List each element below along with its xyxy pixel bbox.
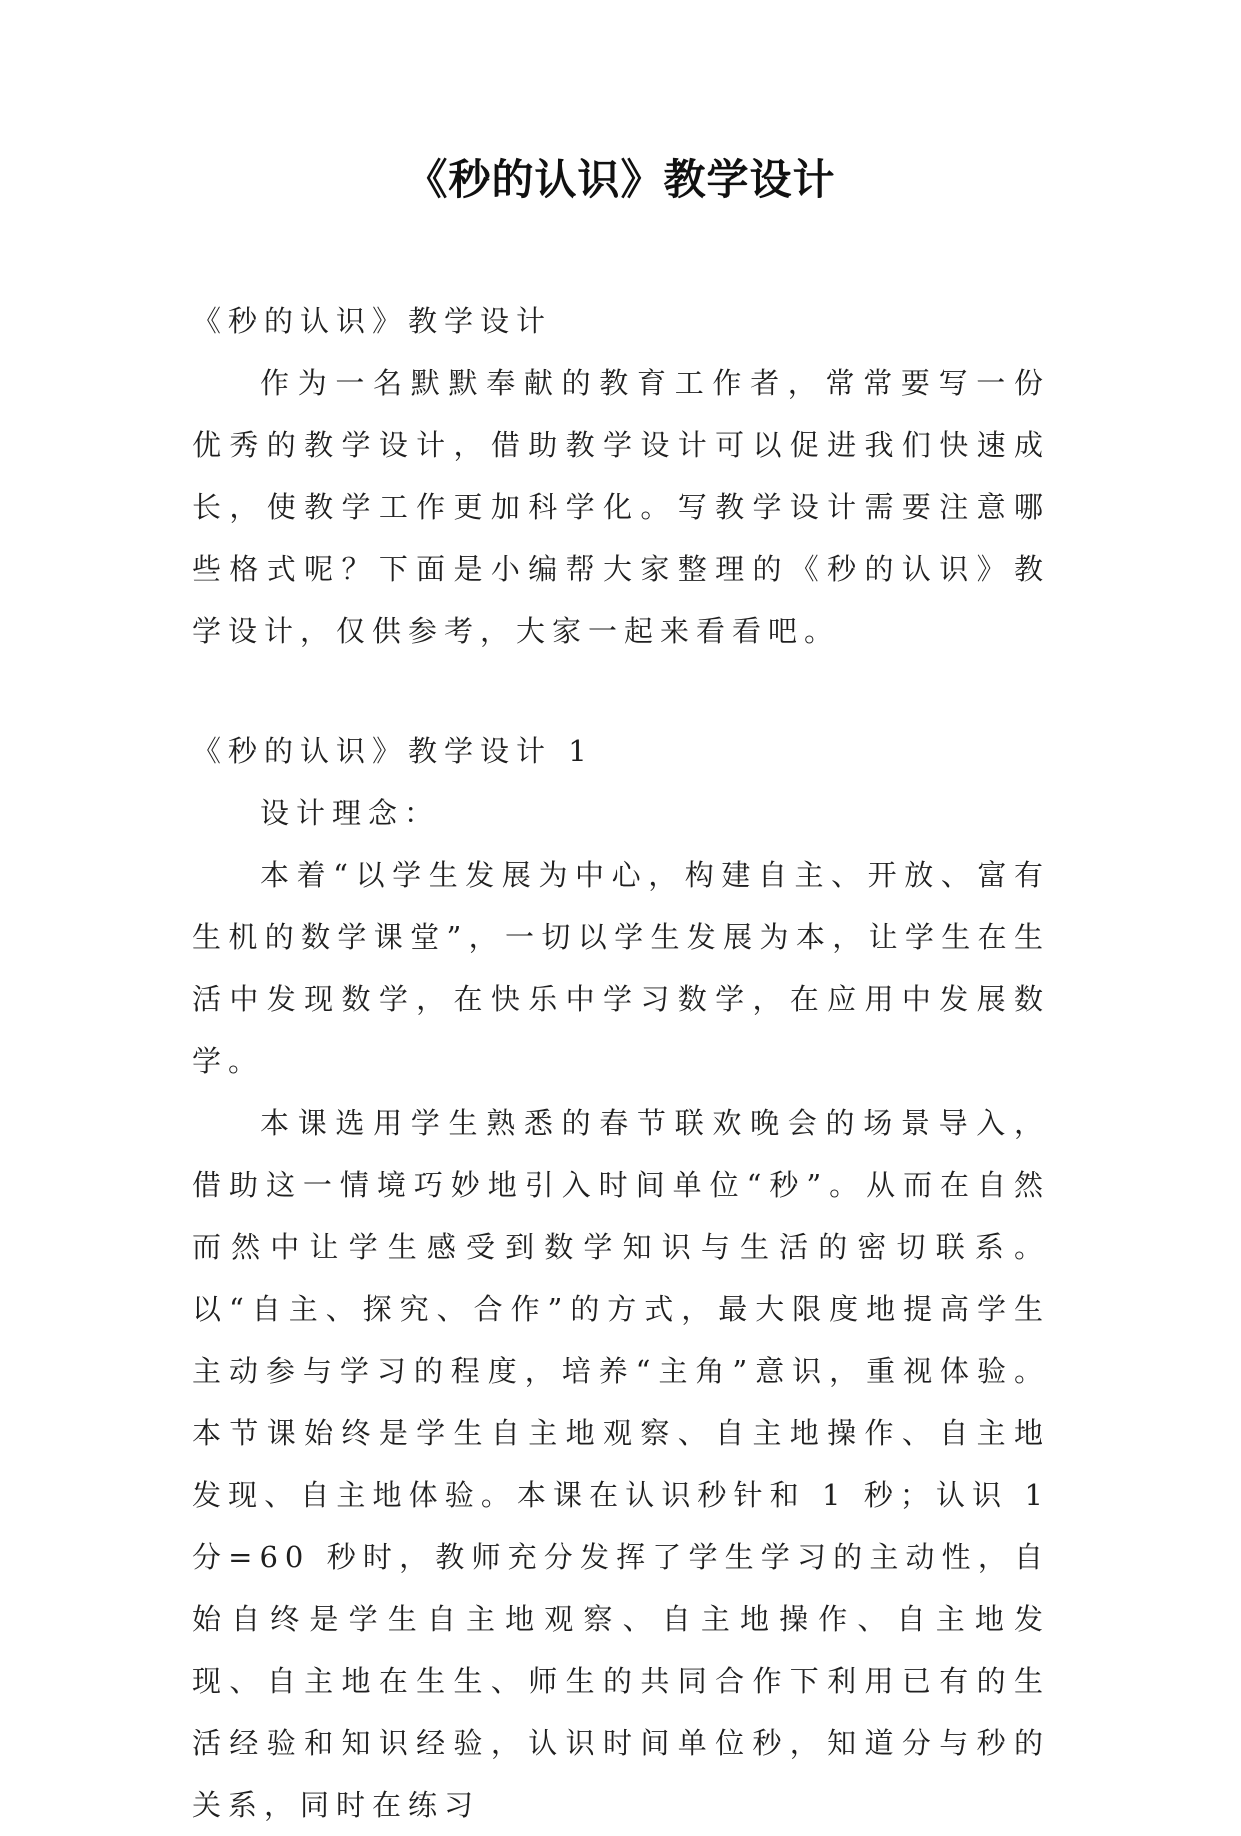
- course-paragraph: 本课选用学生熟悉的春节联欢晚会的场景导入，借助这一情境巧妙地引入时间单位“秒”。从而在自然而然中让学生感受到数学知识与生活的密切联系。以“自主、探究、合作”的方式，最大限度地提高学生主动参与学习的程度，培养“主角”意识，重视体验。本节课始终是学生自主地观察、自主地操作、自主地发现、自主地体验。本课在认识秒针和 1 秒；认识 1 分=60 秒时，教师充分发挥了学生学习的主动性，自始自终是学生自主地观察、自主地操作、自主地发现、自主地在生生、师生的共同合作下利用已有的生活经验和知识经验，认识时间单位秒，知道分与秒的关系，同时在练习: [192, 1106, 1050, 1822]
- section-1-heading: 《秒的认识》教学设计 1: [192, 734, 594, 768]
- design-concept-label: 设计理念：: [260, 796, 441, 830]
- intro-heading: 《秒的认识》教学设计: [192, 304, 553, 338]
- document-title: 《秒的认识》教学设计: [405, 155, 836, 204]
- intro-paragraph: 作为一名默默奉献的教育工作者，常常要写一份优秀的教学设计，借助教学设计可以促进我们快速成长，使教学工作更加科学化。写教学设计需要注意哪些格式呢？下面是小编帮大家整理的《秒的认识》教学设计，仅供参考，大家一起来看看吧。: [192, 366, 1050, 648]
- document-body: [192, 290, 1050, 1836]
- section-spacer: [192, 662, 1050, 720]
- concept-paragraph: 本着“以学生发展为中心，构建自主、开放、富有生机的数学课堂”，一切以学生发展为本，让学生在生活中发现数学，在快乐中学习数学，在应用中发展数学。: [192, 858, 1050, 1078]
